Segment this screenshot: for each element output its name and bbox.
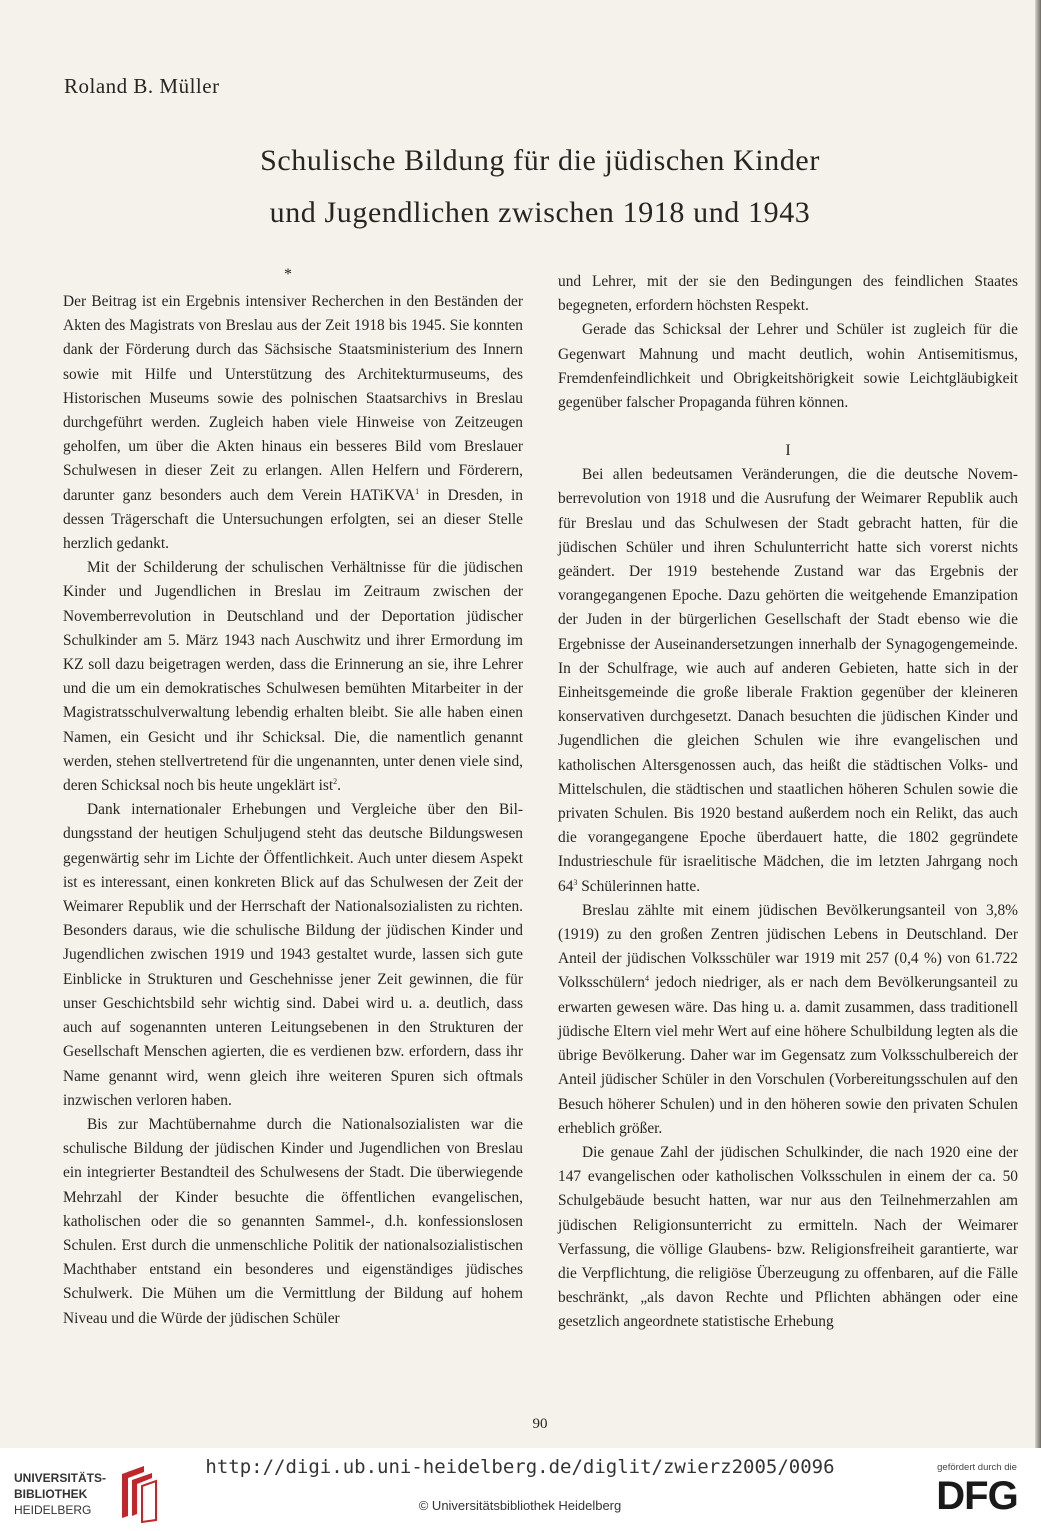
paragraph: Der Beitrag ist ein Ergebnis intensiver Recherchen in den Beständen der Akten des Magistrats von Breslau aus der Zeit 1918 bis 1945. Sie konnten dank der Förderung durch das Sächsische Staatsministerium des Innern sowie mit Hilfe und Unterstützung des Architekturmuseums, des Historischen Museums sowie des polnischen Staatsarchivs in Breslau durchgeführt werden. Zugleich haben viele Hinweise von Zeitzeugen geholfen, um über die Akten hinaus ein besseres Bild vom Breslauer Schulwesen in dieser Zeit zu erlangen. Allen Helfern und Förderern, darunter ganz besonders auch dem Verein HATiKVA$^1$ in Dresden, in dessen Trägerschaft die Untersuchungen erfolgten, sei an dieser Stelle herzlich gedankt. bbox=[63, 293, 523, 553]
paragraph: Bis zur Machtübernahme durch die Nationalsozialisten war die schulische Bildung der jüdischen Kinder und Jugendlichen von Breslau ein integrierter Bestandteil des Schulwesens der Stadt. Die überwiegende Mehrzahl der Kinder besuchte die öffentlichen evangelischen, katholischen oder die so genannten Sammel-, d.h. konfessionslosen Schulen. Erst durch die unmenschliche Politik der nationalsozialistischen Machthaber entstand ein besonderes und eigenständiges jüdisches Schulwerk. Die Mühen um die Vermittlung der Bildung auf hohem Niveau und die Würde der jüdischen Schüler bbox=[63, 1115, 523, 1327]
footnote-ref[interactable]: 2 bbox=[333, 776, 338, 786]
footnote-ref[interactable]: 3 bbox=[573, 877, 578, 887]
author-name: Roland B. Müller bbox=[64, 74, 220, 98]
funded-by-label: gefördert durch die bbox=[937, 1462, 1017, 1473]
library-name-line: HEIDELBERG bbox=[14, 1503, 92, 1517]
page-number: 90 bbox=[532, 1416, 548, 1432]
footnote-ref[interactable]: 4 bbox=[644, 974, 649, 984]
section-heading-roman: I bbox=[785, 442, 791, 460]
digitization-footer bbox=[0, 1448, 1041, 1531]
page-edge-shadow bbox=[1035, 0, 1041, 1448]
paragraph: Mit der Schilderung der schulischen Verhältnisse für die jüdischen Kinder und Jugendlichen in Breslau im Zeitraum zwischen der Novemberrevolution in Deutschland und der Deportation jüdischer Schulkinder am 5. März 1943 nach Auschwitz und ihrer Ermordung im KZ soll dazu beigetragen werden, dass die Erinnerung an sie, ihre Lehrer und die um ein demokratisches Schulwesen bemühten Mitarbeiter in der Magistratsschulverwaltung lebendig erhalten bleibt. Sie alle haben einen Namen, ein Gesicht und ihr Schicksal. Die, die namentlich genannt werden, stehen stellvertretend für die ungenannten, unter denen viele sind, deren Schicksal noch bis heute ungeklärt ist$^2$. bbox=[63, 559, 523, 795]
library-emblem-icon bbox=[118, 1464, 158, 1524]
library-name-line: UNIVERSITÄTS- bbox=[14, 1471, 107, 1485]
dfg-logo[interactable] bbox=[922, 1462, 1032, 1528]
section-asterisk: * bbox=[284, 266, 292, 283]
title-line-2: und Jugendlichen zwischen 1918 und 1943 bbox=[269, 196, 811, 229]
paragraph: Bei allen bedeutsamen Veränderungen, die die deutsche Novemberrevolution von 1918 und die Ausrufung der Weimarer Republik auch für Breslau und das Schulwesen der Stadt gebracht hatten, für die jüdischen Schüler und ihren Schulunterricht hatte sich vorerst nichts geändert. Der 1919 bestehende Zustand war das Ergebnis der vorangegangenen Epoche. Dazu gehörten die weitgehende Emanzipation der Juden in der bürgerlichen Gesellschaft der Stadt ebenso wie die Ergebnisse der Auseinandersetzungen innerhalb der Synagogengemeinde. In der Schulfrage, wie auch auf anderen Gebieten, hatte sich in der Einheitsgemeinde die große liberale Fraktion gegenüber der kleineren konservativen durchgesetzt. Danach besuchten die jüdischen Kinder und Jugendlichen die gleichen Schulen wie ihre evangelischen und katholischen Altersgenossen auch, das heißt die städtischen Volks- und Mittelschulen, die städtischen und staatlichen höheren Schulen sowie die privaten Schulen. Bis 1920 bestand außerdem noch ein Relikt, das auch die vorangegangene Epoche überdauert hatte, die 1802 gegründete Industrieschule für israelitische Mädchen, die im letzten Jahrgang noch $64^3$ Schülerinnen hatte. bbox=[558, 466, 1018, 895]
paragraph: Gerade das Schicksal der Lehrer und Schüler ist zugleich für die Gegenwart Mahnung und macht deutlich, wohin Antisemitismus, Fremdenfeindlichkeit und Obrigkeitshörigkeit sowie Leichtgläubigkeit gegenüber falscher Propaganda führen können. bbox=[558, 321, 1018, 412]
paragraph: Breslau zählte mit einem jüdischen Bevölkerungsanteil von 3,8% (1919) zu den großen Zentren jüdischen Lebens in Deutschland. Der Anteil der jüdischen Volksschüler war 1919 mit 257 (0,4 %) von 61.722 Volksschülern$^4$ jedoch niedriger, als er nach dem Bevölkerungsanteil zu erwarten gewesen wäre. Das hing u. a. damit zusammen, dass traditionell jüdische Eltern viel mehr Wert auf eine höhere Schulbildung legten als die übrige Bevölkerung. Daher war im Gegensatz zum Volksschulbereich der Anteil jüdischer Schüler in den Vorschulen (Vorbereitungsschulen auf den Besuch höherer Schulen) und in den höheren sowie den privaten Schulen erheblich größer. bbox=[558, 901, 1018, 1137]
left-column bbox=[63, 290, 523, 1331]
paragraph: Dank internationaler Erhebungen und Vergleiche über den Bildungsstand der heutigen Schuljugend steht das deutsche Bildungswesen gegenwärtig sehr im Lichte der Öffentlichkeit. Auch unter diesem Aspekt ist es interessant, einen konkreten Blick auf das Schulwesen der Zeit der Weimarer Republik und der Herrschaft der Nationalsozialisten zu richten. Besonders daraus, wie die schulische Bildung der jüdischen Kinder und Jugendlichen zwischen 1919 und 1943 gestaltet wurde, lassen sich gute Einblicke in Strukturen und Geschehnisse jener Zeit gewinnen, die für unser Geschichtsbild sehr wichtig sind. Dabei wird u. a. deutlich, dass auch auf sogenannten unteren Leitungsebenen in den Strukturen der Gesellschaft Menschen agierten, die es verdienen bzw. erfordern, dass ihr Name genannt wird, wenn gleich ihre weiteren Spuren sich oftmals inzwischen verloren haben. bbox=[63, 801, 523, 1109]
dfg-wordmark: DFG bbox=[936, 1474, 1018, 1518]
library-name-line: BIBLIOTHEK bbox=[14, 1487, 88, 1501]
university-library-logo[interactable] bbox=[14, 1458, 164, 1528]
paragraph: Die genaue Zahl der jüdischen Schulkinder, die nach 1920 eine der 147 evangelischen oder katholischen Volksschulen in einem der ca. 50 Schulgebäude besucht hatten, war nur aus den Teilnehmerzahlen am jüdischen Religionsunterricht zu ermitteln. Nach der Weimarer Verfassung, die völlige Glaubens- bzw. Religionsfreiheit garantierte, war die Verpflichtung, die religiöse Überzeugung zu offenbaren, auf die Fälle beschränkt, „als davon Rechte und Pflichten abhängen oder eine gesetzlich angeordnete statistische Erhebung bbox=[558, 1143, 1018, 1331]
paragraph: und Lehrer, mit der sie den Bedingungen des feindlichen Staates begegneten, erfordern höchsten Respekt. bbox=[558, 273, 1018, 315]
copyright-notice: © Universitätsbibliothek Heidelberg bbox=[418, 1498, 622, 1513]
right-column bbox=[558, 270, 1018, 1335]
permalink-url[interactable]: http://digi.ub.uni-heidelberg.de/diglit/zwierz2005/0096 bbox=[205, 1456, 835, 1478]
title-line-1: Schulische Bildung für die jüdischen Kinder bbox=[260, 144, 820, 177]
footnote-ref[interactable]: 1 bbox=[415, 486, 420, 496]
